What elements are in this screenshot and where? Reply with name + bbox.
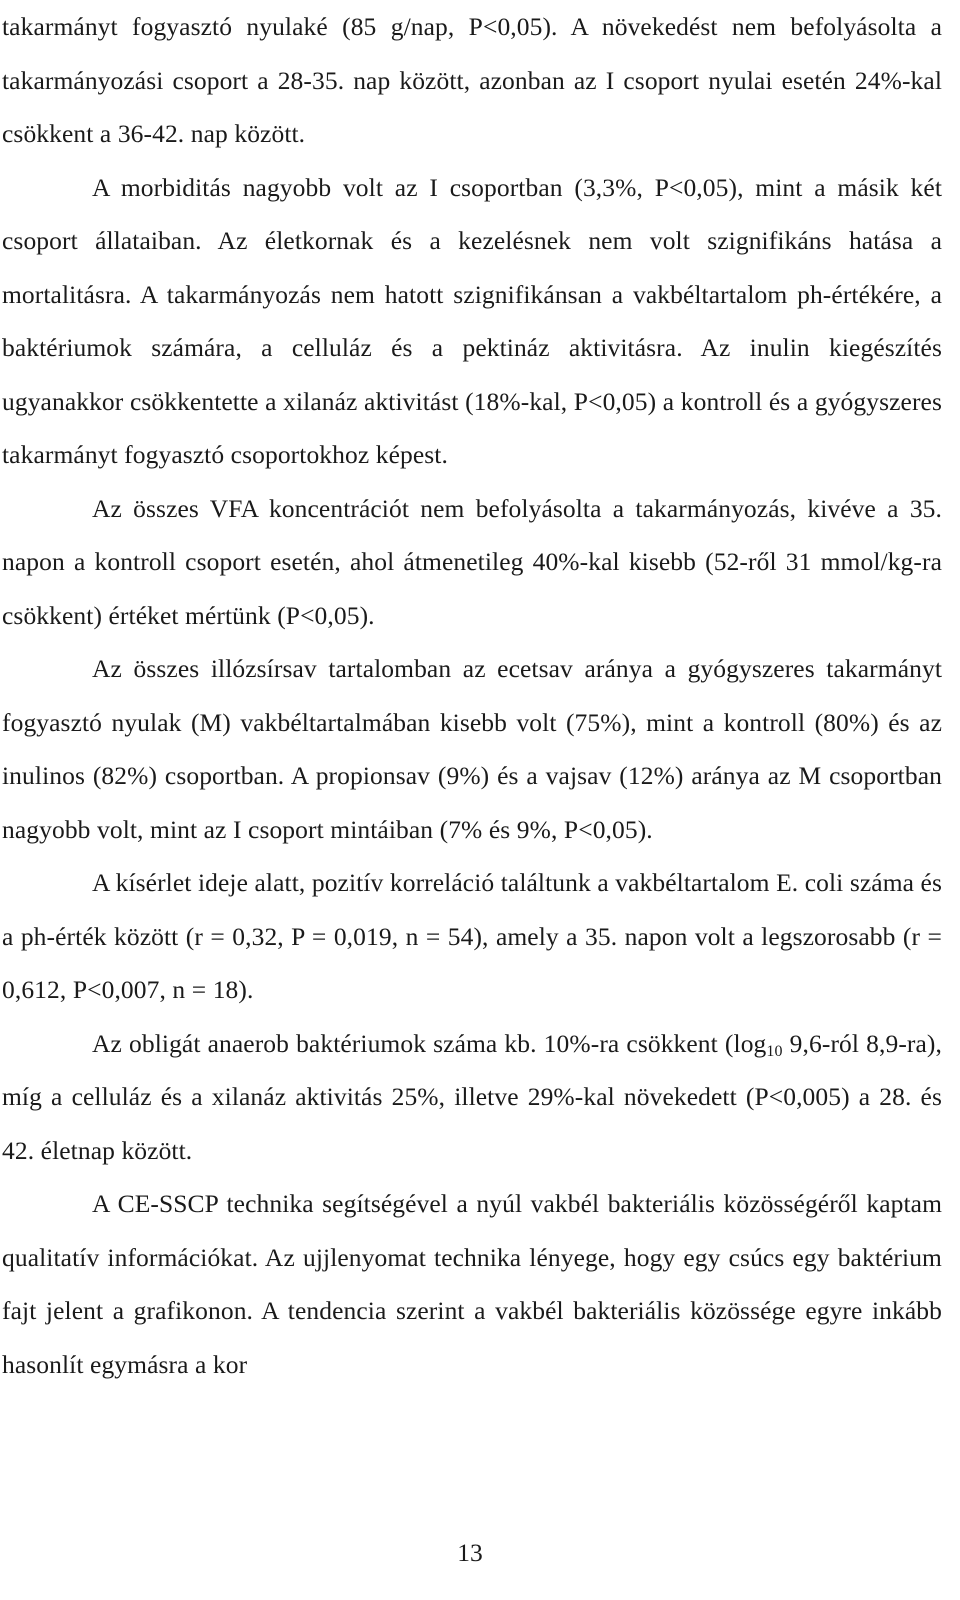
- paragraph-anaerobic-text-end: 9,6-ról 8,9-ra), míg a celluláz és a xilanáz aktivitás 25%, illetve 29%-kal növekedett (P<0,005) a 28. és 42. életnap között.: [2, 1028, 942, 1165]
- body-text: [2, 0, 942, 1391]
- paragraph-ce-sscp: A CE-SSCP technika segítségével a nyúl vakbél bakteriális közösségéről kaptam qualitatív információkat. Az ujjlenyomat technika lényege, hogy egy csúcs egy baktérium fajt jelent a grafikonon. A tendencia szerint a vakbél bakteriális közössége egyre inkább hasonlít egymásra a kor: [2, 1189, 942, 1379]
- paragraph-morbidity: A morbiditás nagyobb volt az I csoportban (3,3%, P<0,05), mint a másik két csoport állataiban. Az életkornak és a kezelésnek nem volt szignifikáns hatása a mortalitásra. A takarmányozás nem hatott szignifikánsan a vakbéltartalom ph-értékére, a baktériumok számára, a celluláz és a pektináz aktivitásra. Az inulin kiegészítés ugyanakkor csökkentette a xilanáz aktivitást (18%-kal, P<0,05) a kontroll és a gyógyszeres takarmányt fogyasztó csoportokhoz képest.: [2, 172, 942, 469]
- page-number: 13: [457, 1538, 483, 1567]
- log-subscript: 10: [766, 1042, 783, 1060]
- paragraph-growth-continued: takarmányt fogyasztó nyulaké (85 g/nap, P<0,05). A növekedést nem befolyásolta a takarmányozási csoport a 28-35. nap között, azonban az I csoport nyulai esetén 24%-kal csökkent a 36-42. nap között.: [2, 12, 942, 148]
- paragraph-ecoli-correlation: A kísérlet ideje alatt, pozitív korreláció találtunk a vakbéltartalom E. coli száma és a ph-érték között (r = 0,32, P = 0,019, n = 54), amely a 35. napon volt a legszorosabb (r = 0,612, P<0,007, n = 18).: [2, 868, 942, 1004]
- paragraph-acetic-acid: Az összes illózsírsav tartalomban az ecetsav aránya a gyógyszeres takarmányt fogyasztó nyulak (M) vakbéltartalmában kisebb volt (75%), mint a kontroll (80%) és az inulinos (82%) csoportban. A propionsav (9%) és a vajsav (12%) aránya az M csoportban nagyobb volt, mint az I csoport mintáiban (7% és 9%, P<0,05).: [2, 654, 942, 844]
- paragraph-anaerobic-text-start: Az obligát anaerob baktériumok száma kb. 10%-ra csökkent (log: [92, 1028, 767, 1058]
- paragraph-anaerobic-bacteria: [2, 1017, 942, 1178]
- paragraph-vfa: Az összes VFA koncentrációt nem befolyásolta a takarmányozás, kivéve a 35. napon a kontroll csoport esetén, ahol átmenetileg 40%-kal kisebb (52-ről 31 mmol/kg-ra csökkent) értéket mértünk (P<0,05).: [2, 493, 942, 630]
